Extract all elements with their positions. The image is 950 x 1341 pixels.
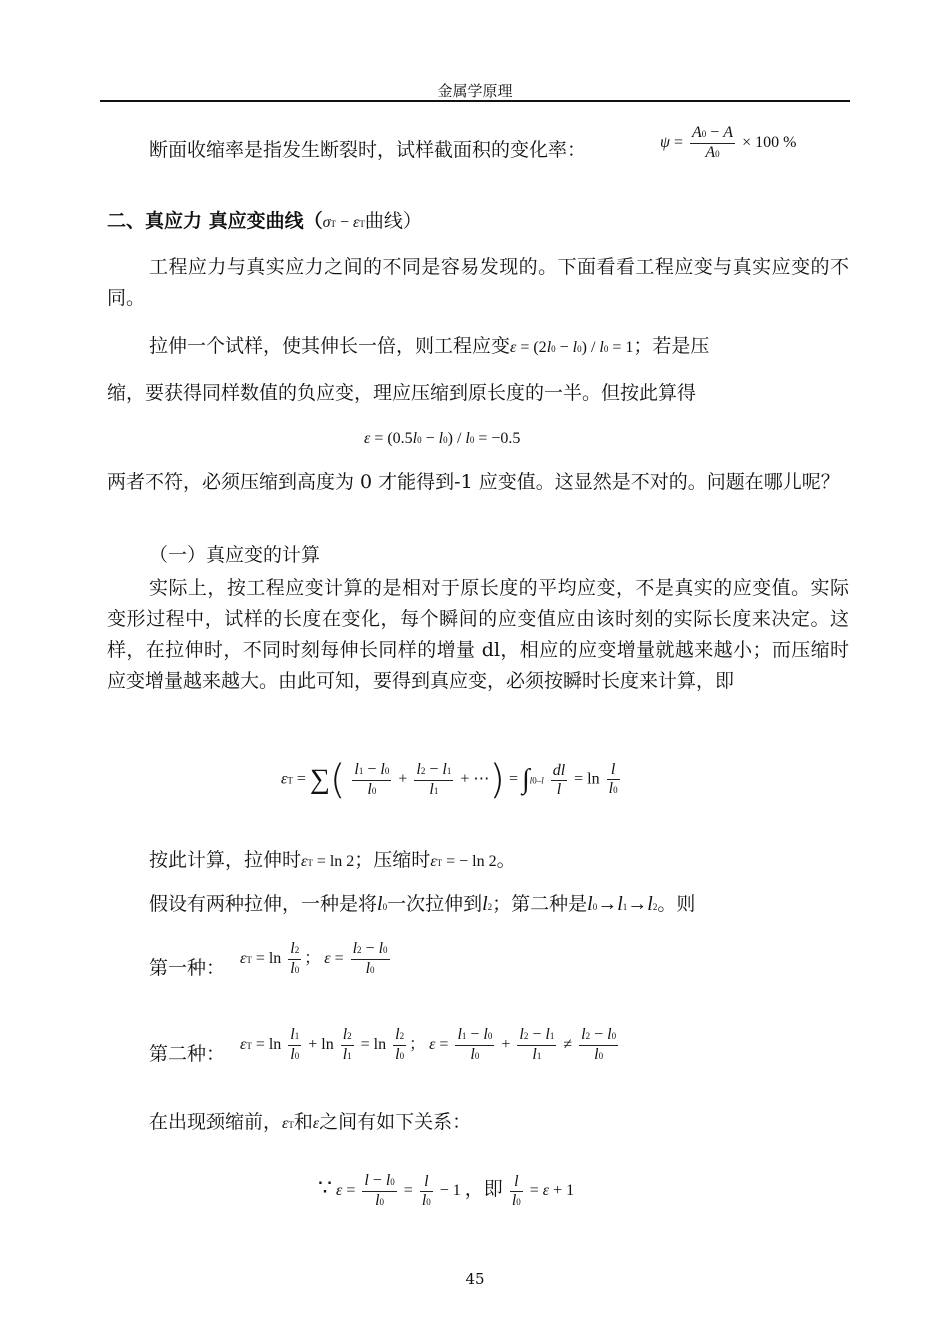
psi-formula: ψ = $\frac{A0 - A}{A0}$ × 100 % <box>660 124 797 161</box>
section-heading-text: 二、真应力 真应变曲线（ <box>107 210 323 232</box>
two-kinds-line <box>149 889 695 916</box>
before-necking-line <box>149 1107 471 1134</box>
two-kinds-b: 一次拉伸到 <box>387 893 483 915</box>
before-b: 和 <box>293 1111 313 1133</box>
chain-symbol: l0→l1→l2 <box>587 893 658 915</box>
paragraph-tension-text <box>149 331 709 358</box>
epsilon-t-symbol: εT <box>282 1115 294 1132</box>
second-kind-label: 第二种： <box>149 1043 226 1065</box>
first-kind-label: 第一种： <box>149 957 226 979</box>
section-heading-tail: 曲线） <box>364 210 422 232</box>
section-heading <box>107 206 422 233</box>
two-kinds-c: ；第二种是 <box>492 893 588 915</box>
paragraph-contradiction: 两者不符，必须压缩到高度为 0 才能得到-1 应变值。这显然是不对的。问题在哪儿呢？ <box>107 471 840 493</box>
tension-text-a: 拉伸一个试样，使其伸长一倍，则工程应变 <box>149 335 511 357</box>
calc-text-b: ；压缩时 <box>354 849 431 871</box>
calc-text-c: 。 <box>496 849 516 871</box>
paragraph-compress-text: 缩，要获得同样数值的负应变，理应压缩到原长度的一半。但按此算得 <box>107 382 697 404</box>
sigma-eps-formula: σT − εT <box>322 214 365 231</box>
since-symbol: ∵ <box>318 1175 332 1201</box>
subsection-heading: （一）真应变的计算 <box>149 544 321 566</box>
epsilon-symbol: ε <box>312 1115 320 1132</box>
paragraph-true-strain: 实际上，按工程应变计算的是相对于原长度的平均应变，不是真实的应变值。实际变形过程中，试样的长度在变化，每个瞬间的应变值应由该时刻的实际长度来决定。这样，在拉伸时，不同时刻每伸长同样的增量 dl，相应的应变增量就越来越小；而压缩时应变增量越来越大。由此可知，要得到真应变，必须按瞬时长度来计算，即 <box>107 577 849 692</box>
tension-text-b: ；若是压 <box>633 335 710 357</box>
ji-text: ，即 <box>464 1178 503 1201</box>
tension-formula: εT = ln 2 <box>301 853 355 870</box>
l2-symbol: l2 <box>482 893 493 915</box>
reduction-area-text: 断面收缩率是指发生断裂时，试样截面积的变化率： <box>149 139 587 161</box>
eng-strain-formula: ε = (2l0 − l0) / l0 = 1 <box>510 339 634 356</box>
relation-formula: ∵ ε = $\frac{l - l0}{l0}$ = $\frac{l}{l0}$ − 1 ，即 $\frac{l}{l0}$ = ε + 1 <box>318 1172 575 1209</box>
calc-text-a: 按此计算，拉伸时 <box>149 849 302 871</box>
l0-symbol: l0 <box>377 893 388 915</box>
calc-line <box>149 845 516 872</box>
first-kind-formula: εT = ln $\frac{l2}{l0}$ ； ε = $\frac{l2 - l0}{l0}$ <box>240 940 388 977</box>
header-rule <box>100 100 850 102</box>
before-c: 之间有如下关系： <box>319 1111 472 1133</box>
true-strain-formula: εT = ∑( $\frac{l1 - l0}{l0}$ + $\frac{l2 - l1}{l1}$ + ⋯) = ∫l0–l $\frac{dl}{l}$ = ln $\frac{l}{l0}$ <box>281 757 618 803</box>
compress-formula: ε = (0.5l0 − l0) / l0 = −0.5 <box>364 430 521 447</box>
before-a: 在出现颈缩前， <box>149 1111 283 1133</box>
compression-formula: εT = − ln 2 <box>430 853 497 870</box>
paragraph-stress-vs-strain: 工程应力与真实应力之间的不同是容易发现的。下面看看工程应变与真实应变的不同。 <box>107 256 849 309</box>
second-kind-formula: εT = ln $\frac{l1}{l0}$ + ln $\frac{l2}{l1}$ = ln $\frac{l2}{l0}$ ； ε = $\frac{l1 - l0}{l0}$ + $\frac{l2 - l1}{l1}$ ≠ $\frac{l2 - l0}{l0}$ <box>240 1026 617 1063</box>
page-number: 45 <box>465 1270 485 1288</box>
two-kinds-d: 。则 <box>657 893 696 915</box>
running-header: 金属学原理 <box>437 82 513 100</box>
two-kinds-a: 假设有两种拉伸，一种是将 <box>149 893 378 915</box>
